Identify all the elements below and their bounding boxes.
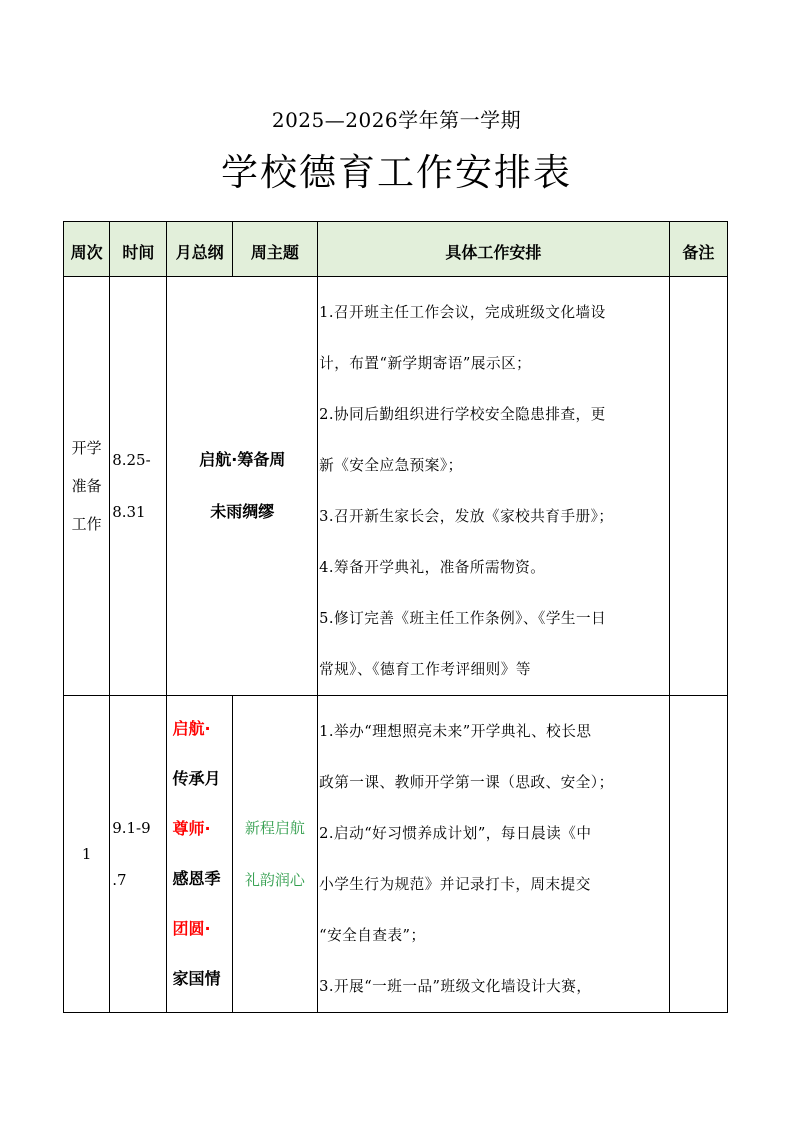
time-text: 8.25- — [112, 451, 151, 469]
month-line: 尊师· — [172, 819, 211, 838]
plan-line: 政第一课、教师开学第一课（思政、安全）； — [319, 774, 614, 791]
plan-line: 小学生行为规范》并记录打卡，周末提交 — [319, 876, 591, 893]
col-header-note: 备注 — [669, 222, 727, 277]
theme-text: 新程启航 — [244, 819, 305, 837]
plan-line: 1.召开班主任工作会议，完成班级文化墙设 — [319, 304, 606, 321]
month-line: 家国情 — [172, 969, 221, 988]
month-line: 启航· — [172, 719, 211, 738]
week-cell: 1 — [64, 696, 110, 1013]
col-header-month-outline: 月总纲 — [167, 222, 232, 277]
week-theme-cell — [232, 696, 317, 1013]
note-cell — [669, 696, 727, 1013]
month-line: 传承月 — [172, 769, 221, 788]
note-cell — [669, 277, 727, 696]
month-line: 感恩季 — [172, 869, 221, 888]
time-text: 9.1-9 — [112, 819, 151, 837]
table-row — [64, 277, 728, 696]
month-outline-cell — [167, 696, 232, 1013]
page-title: 学校德育工作安排表 — [221, 151, 572, 194]
plan-line: 计，布置“新学期寄语”展示区； — [319, 355, 532, 372]
time-cell — [110, 277, 167, 696]
col-header-week: 周次 — [64, 222, 110, 277]
plan-line: 2.协同后勤组织进行学校安全隐患排查，更 — [319, 406, 606, 423]
semester-subtitle: 2025—2026学年第一学期 — [271, 108, 522, 132]
week-text: 准备 — [71, 477, 102, 495]
theme-merged-cell — [167, 277, 318, 696]
plan-line: “安全自查表”； — [319, 927, 426, 944]
time-text: .7 — [112, 871, 127, 889]
plan-line: 4.筹备开学典礼，准备所需物资。 — [319, 559, 546, 576]
table-row — [64, 696, 728, 1013]
month-line: 团圆· — [172, 919, 211, 938]
week-text: 开学 — [71, 439, 102, 457]
plan-line: 3.召开新生家长会，发放《家校共育手册》； — [319, 508, 614, 525]
col-header-work-plan: 具体工作安排 — [318, 222, 670, 277]
week-cell — [64, 277, 110, 696]
plan-line: 5.修订完善《班主任工作条例》、《学生一日 — [319, 610, 607, 627]
week-text: 工作 — [71, 515, 102, 533]
time-text: 8.31 — [112, 503, 146, 521]
plan-cell — [318, 696, 670, 1013]
theme-text: 启航·筹备周 — [199, 450, 286, 469]
theme-text: 礼韵润心 — [244, 871, 305, 889]
plan-line: 常规》、《德育工作考评细则》等 — [319, 661, 531, 678]
plan-line: 3.开展“一班一品”班级文化墙设计大赛， — [319, 978, 592, 995]
col-header-week-theme: 周主题 — [232, 222, 317, 277]
theme-text: 未雨绸缪 — [210, 502, 275, 521]
schedule-table — [63, 221, 728, 1013]
plan-line: 新《安全应急预案》； — [319, 457, 463, 474]
time-cell — [110, 696, 167, 1013]
plan-line: 2.启动“好习惯养成计划”，每日晨读《中 — [319, 825, 592, 842]
col-header-time: 时间 — [110, 222, 167, 277]
plan-line: 1.举办“理想照亮未来”开学典礼、校长思 — [319, 723, 592, 740]
plan-cell — [318, 277, 670, 696]
table-header-row — [64, 222, 728, 277]
